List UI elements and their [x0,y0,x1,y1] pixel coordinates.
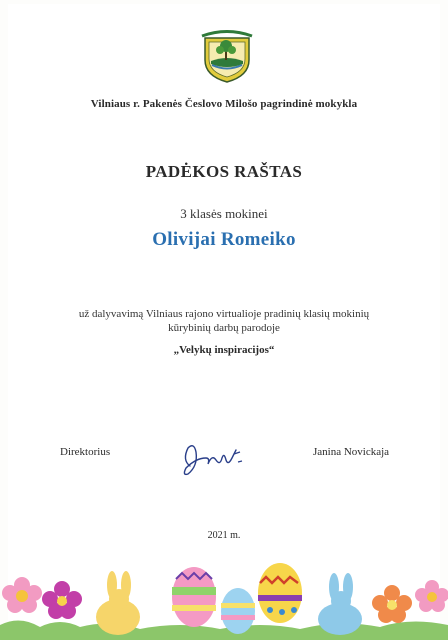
signatory-role: Direktorius [60,446,111,458]
easter-egg-icon [221,588,255,634]
school-name: Vilniaus r. Pakenės Česlovo Milošo pagrindinė mokykla [90,98,358,110]
signature-icon [176,436,248,480]
easter-decoration [0,555,448,640]
easter-egg-icon [172,567,216,627]
description-line-2: kūrybinių darbų parodoje [168,322,280,334]
bunny-icon [96,571,140,635]
document-title: PADĖKOS RAŠTAS [145,162,303,181]
issue-year: 2021 m. [207,530,241,541]
bunny-icon [318,573,362,635]
flower-icon [42,581,82,619]
recipient-class: 3 klasės mokinei [180,206,268,221]
exhibition-title: „Velykų inspiracijos“ [173,344,275,356]
school-emblem-icon [199,28,255,84]
recipient-name: Olivijai Romeiko [152,229,296,250]
easter-egg-icon [258,563,302,623]
flower-icon [415,580,448,612]
flower-icon [372,585,412,623]
description-line-1: už dalyvavimą Vilniaus rajono virtualioje pradinių klasių mokinių [78,308,370,320]
flower-icon [2,577,42,613]
signatory-name: Janina Novickaja [313,446,390,458]
